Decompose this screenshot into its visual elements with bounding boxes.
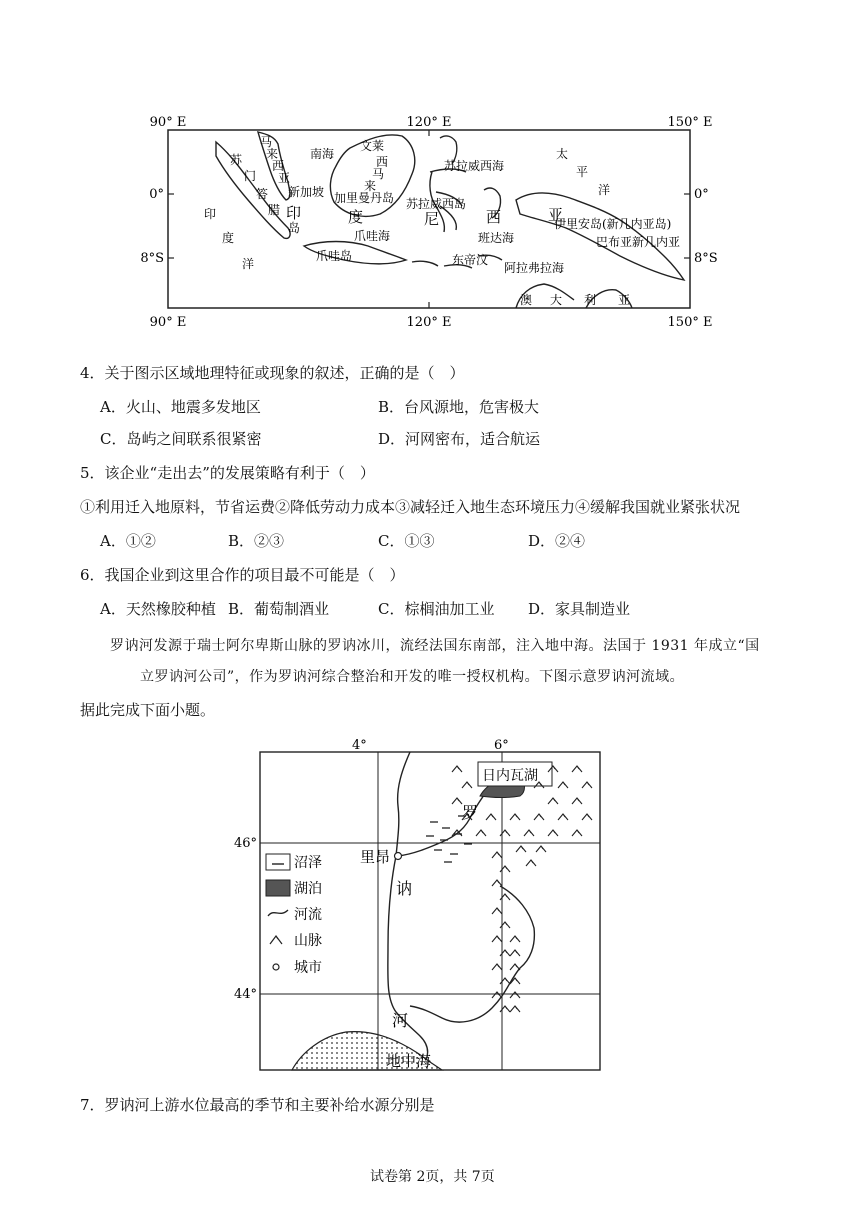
map-legend [266, 854, 322, 976]
mountain-symbol [452, 766, 462, 772]
mountain-symbol [492, 880, 502, 886]
q7-stem: 7．罗讷河上游水位最高的季节和主要补给水源分别是 [80, 1096, 435, 1114]
q4-option-d[interactable]: D．河网密布，适合航运 [378, 430, 541, 448]
mountain-symbol [572, 830, 582, 836]
label-xi: 西 [486, 208, 502, 226]
label-dao: 岛 [288, 221, 301, 235]
label-yinduyang-3: 洋 [242, 257, 255, 271]
legend-marsh: 沼泽 [294, 855, 322, 871]
label-ni: 尼 [424, 210, 440, 228]
q6-stem: 6．我国企业到这里合作的项目最不可能是（ ） [80, 566, 405, 584]
rhone-basin-map [230, 736, 610, 1076]
legend-city: 城市 [294, 960, 322, 976]
label-lyon: 里昂 [360, 848, 391, 866]
label-zhaowa-island: 爪哇岛 [316, 249, 353, 263]
q6-option-d[interactable]: D．家具制造业 [528, 600, 631, 618]
label-malai-e-2: 马 [372, 167, 385, 181]
label-yinduyang-1: 印 [204, 207, 217, 221]
mountain-symbol [558, 782, 568, 788]
lon-label-120-bottom: 120° E [406, 315, 452, 330]
lon-label-4: 4° [352, 738, 367, 753]
legend-river: 河流 [294, 907, 322, 923]
mountain-symbol [492, 964, 502, 970]
mountain-symbol [462, 782, 472, 788]
mountain-symbol [526, 860, 536, 866]
legend-lake: 湖泊 [294, 881, 322, 897]
mountain-symbol [486, 814, 496, 820]
lon-label-90-top: 90° E [149, 115, 187, 130]
label-malaixiya-2: 来 [266, 147, 279, 161]
label-bandahai: 班达海 [478, 231, 515, 245]
label-aodaliya-1: 澳 [520, 293, 533, 307]
label-aodaliya-2: 大 [550, 293, 563, 307]
label-taipingyang-3: 洋 [598, 183, 611, 197]
label-aodaliya-4: 亚 [618, 293, 631, 307]
mountain-symbol [534, 814, 544, 820]
mountain-symbol [492, 852, 502, 858]
q4-stem: 4．关于图示区域地理特征或现象的叙述，正确的是（ ） [80, 364, 465, 382]
mountain-symbol [558, 814, 568, 820]
label-yilian: 伊里安岛(新几内亚岛) [554, 217, 672, 231]
lon-label-150-top: 150° E [667, 115, 713, 130]
passage-line-2: 立罗讷河公司”，作为罗讷河综合整治和开发的唯一授权机构。下图示意罗讷河流域。 [140, 669, 685, 685]
label-zhaowa-sea: 爪哇海 [354, 229, 391, 243]
q5-option-c[interactable]: C．①③ [378, 532, 435, 550]
mountain-symbol [572, 766, 582, 772]
label-alafula: 阿拉弗拉海 [504, 261, 565, 275]
mountain-symbol [492, 908, 502, 914]
mountain-symbol [510, 1006, 520, 1012]
label-dongdiwen: 东帝汶 [452, 253, 489, 267]
q4-option-b[interactable]: B．台风源地，危害极大 [378, 398, 540, 416]
lon-label-150-bottom: 150° E [667, 315, 713, 330]
lon-label-90-bottom: 90° E [149, 315, 187, 330]
q6-option-b[interactable]: B．葡萄制酒业 [228, 600, 330, 618]
label-mediterranean: 地中海 [386, 1052, 432, 1070]
mountain-symbol [524, 830, 534, 836]
q6-option-c[interactable]: C．棕榈油加工业 [378, 600, 495, 618]
lat-label-44: 44° [234, 987, 258, 1002]
mountain-symbol [510, 992, 520, 998]
mountain-symbol [452, 798, 462, 804]
label-river-ne: 讷 [396, 879, 413, 898]
label-jialiman: 加里曼丹岛 [334, 191, 395, 205]
label-sulawei-sea: 苏拉威西海 [444, 159, 505, 173]
label-malaixiya-3: 西 [272, 159, 285, 173]
mountain-symbol [536, 846, 546, 852]
legend-mountain: 山脉 [294, 933, 322, 949]
mountain-symbol [476, 830, 486, 836]
label-wenlai: 文莱 [360, 139, 385, 153]
mountain-symbol [548, 798, 558, 804]
lat-label-46: 46° [234, 836, 258, 851]
q4-option-a[interactable]: A．火山、地震多发地区 [100, 398, 261, 416]
q5-items: ①利用迁入地原料，节省运费②降低劳动力成本③减轻迁入地生态环境压力④缓解我国就业紧张状况 [80, 498, 741, 516]
lat-label-0-left: 0° [149, 187, 164, 202]
southeast-asia-map [140, 110, 720, 332]
q4-option-c[interactable]: C．岛屿之间联系很紧密 [100, 430, 262, 448]
label-malai-e-1: 西 [376, 155, 389, 169]
label-river-luo: 罗 [462, 803, 479, 822]
label-taipingyang-1: 太 [556, 147, 569, 161]
lat-label-8s-right: 8°S [694, 251, 718, 266]
label-xinjiapo: 新加坡 [288, 185, 325, 199]
label-sumenda-3: 答 [256, 187, 269, 201]
lat-label-0-right: 0° [694, 187, 709, 202]
mountain-symbol [510, 950, 520, 956]
q6-option-a[interactable]: A．天然橡胶种植 [100, 600, 216, 618]
rhone-river [388, 752, 535, 1060]
label-malaixiya-4: 亚 [278, 171, 291, 185]
label-du: 度 [348, 208, 364, 226]
lon-label-120-top: 120° E [406, 115, 452, 130]
label-malai-e-3: 来 [364, 179, 377, 193]
city-lyon [395, 853, 402, 860]
lon-label-6: 6° [494, 738, 509, 753]
label-sumenda-2: 门 [244, 169, 257, 183]
mountain-symbol [582, 814, 592, 820]
q5-option-a[interactable]: A．①② [100, 532, 156, 550]
label-lake-geneva: 日内瓦湖 [482, 768, 538, 784]
label-malaixiya-1: 马 [260, 135, 273, 149]
instruction: 据此完成下面小题。 [80, 701, 216, 719]
label-yinduyang-2: 度 [222, 231, 235, 245]
mountain-symbol [572, 798, 582, 804]
label-ya: 亚 [548, 206, 564, 224]
label-yin: 印 [286, 204, 302, 222]
label-nanhai: 南海 [310, 147, 335, 161]
q5-stem: 5．该企业“走出去”的发展策略有利于（ ） [80, 464, 375, 482]
label-sumenda-1: 苏 [230, 153, 243, 167]
mountain-symbol [516, 846, 526, 852]
label-aodaliya-3: 利 [584, 293, 597, 307]
mountain-symbol [548, 830, 558, 836]
label-river-he: 河 [392, 1011, 409, 1030]
lat-label-8s-left: 8°S [140, 251, 164, 266]
mountain-symbol [510, 936, 520, 942]
label-sulawei-island: 苏拉威西岛 [406, 197, 467, 211]
q5-option-b[interactable]: B．②③ [228, 532, 285, 550]
mountain-symbol [492, 936, 502, 942]
label-babuya: 巴布亚新几内亚 [596, 235, 681, 249]
label-taipingyang-2: 平 [576, 165, 589, 179]
q5-option-d[interactable]: D．②④ [528, 532, 586, 550]
passage-line-1: 罗讷河发源于瑞士阿尔卑斯山脉的罗讷冰川，流经法国东南部，注入地中海。法国于 1931 年成立“国 [110, 638, 760, 654]
page-footer: 试卷第 2页，共 7页 [370, 1169, 495, 1185]
mountain-symbol [510, 814, 520, 820]
mountain-symbol [582, 782, 592, 788]
label-sumenda-4: 腊 [268, 203, 281, 217]
